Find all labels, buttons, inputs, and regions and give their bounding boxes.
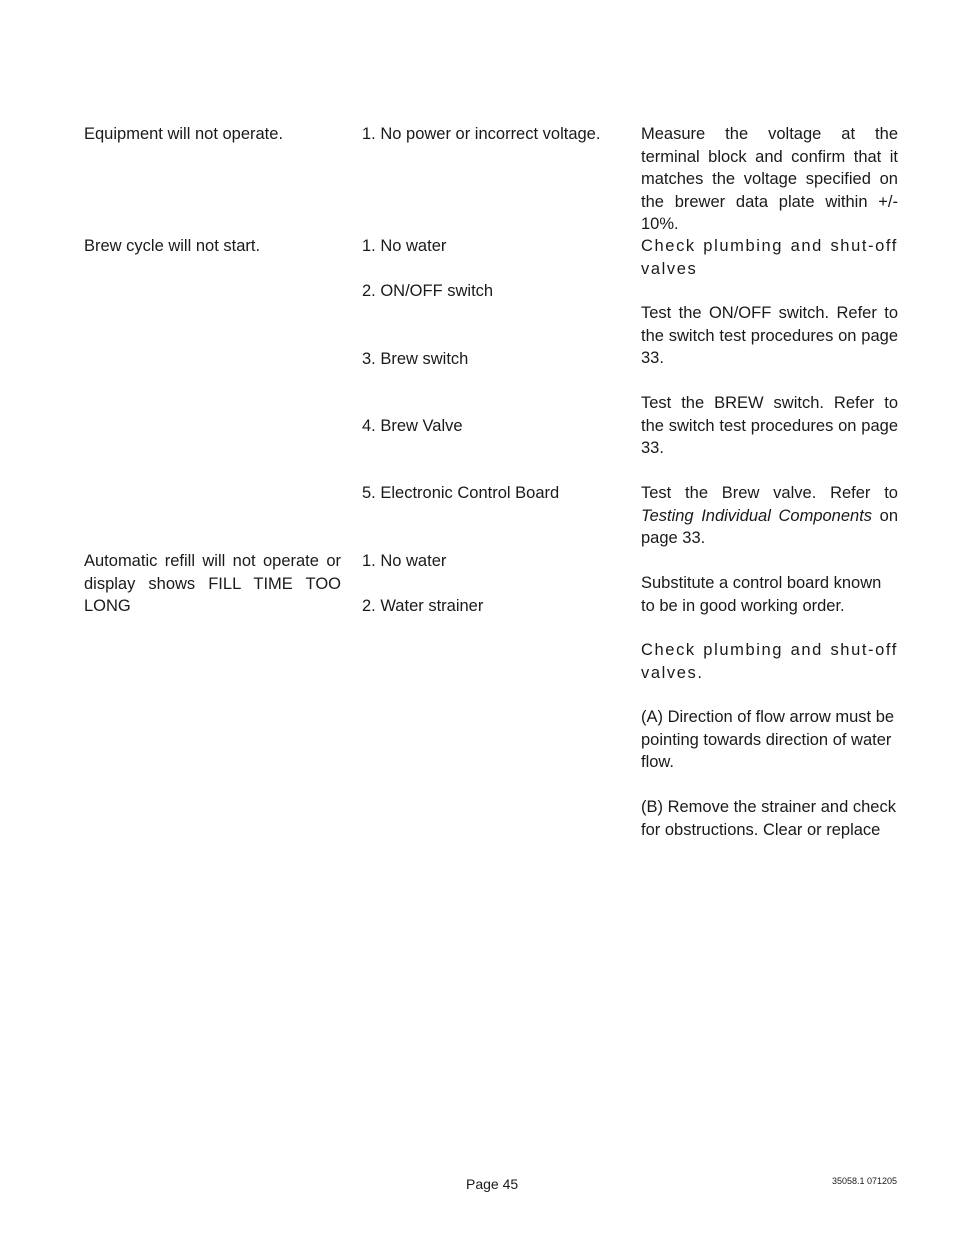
remedy-flow-arrow-direction: (A) Direction of flow arrow must be pointing towards direction of water flow. [641,708,895,771]
cause-onoff-switch: 2. ON/OFF switch [362,282,494,300]
remedy-measure-voltage: Measure the voltage at the terminal block and confirm that it matches the voltage specified on the brewer data plate within +/- 10%. [641,125,898,233]
remedy-brew-valve-text: Test the Brew valve. Refer to [641,484,898,502]
remedy-test-brew-valve [641,482,898,550]
remedy-check-plumbing-refill: Check plumbing and shut-off valves. [641,641,898,682]
cause-water-strainer: 2. Water strainer [362,597,484,615]
cause-control-board: 5. Electronic Control Board [362,484,560,502]
remedy-check-plumbing: Check plumbing and shut-off valves [641,237,898,278]
remedy-remove-strainer: (B) Remove the strainer and check for obstructions. Clear or replace [641,798,896,839]
cause-brew-switch: 3. Brew switch [362,350,469,368]
problem-brew-cycle-not-start: Brew cycle will not start. [84,237,261,255]
problem-automatic-refill: Automatic refill will not operate or display shows FILL TIME TOO LONG [84,552,341,615]
cause-no-power: 1. No power or incorrect voltage. [362,125,601,143]
remedy-brew-valve-reference: Testing Individual Components [641,506,873,525]
remedy-test-onoff-switch: Test the ON/OFF switch. Refer to the switch test procedures on page 33. [641,304,898,367]
page-number: Page 45 [466,1176,519,1192]
cause-refill-no-water: 1. No water [362,552,447,570]
remedy-substitute-control-board: Substitute a control board known to be in good working order. [641,574,882,615]
cause-no-water: 1. No water [362,237,447,255]
remedy-test-brew-switch: Test the BREW switch. Refer to the switch test procedures on page 33. [641,394,898,457]
cause-brew-valve: 4. Brew Valve [362,417,463,435]
remedy-brew-valve-page: on page 33. [641,506,899,547]
problem-equipment-not-operate: Equipment will not operate. [84,125,284,143]
document-code: 35058.1 071205 [832,1176,898,1186]
